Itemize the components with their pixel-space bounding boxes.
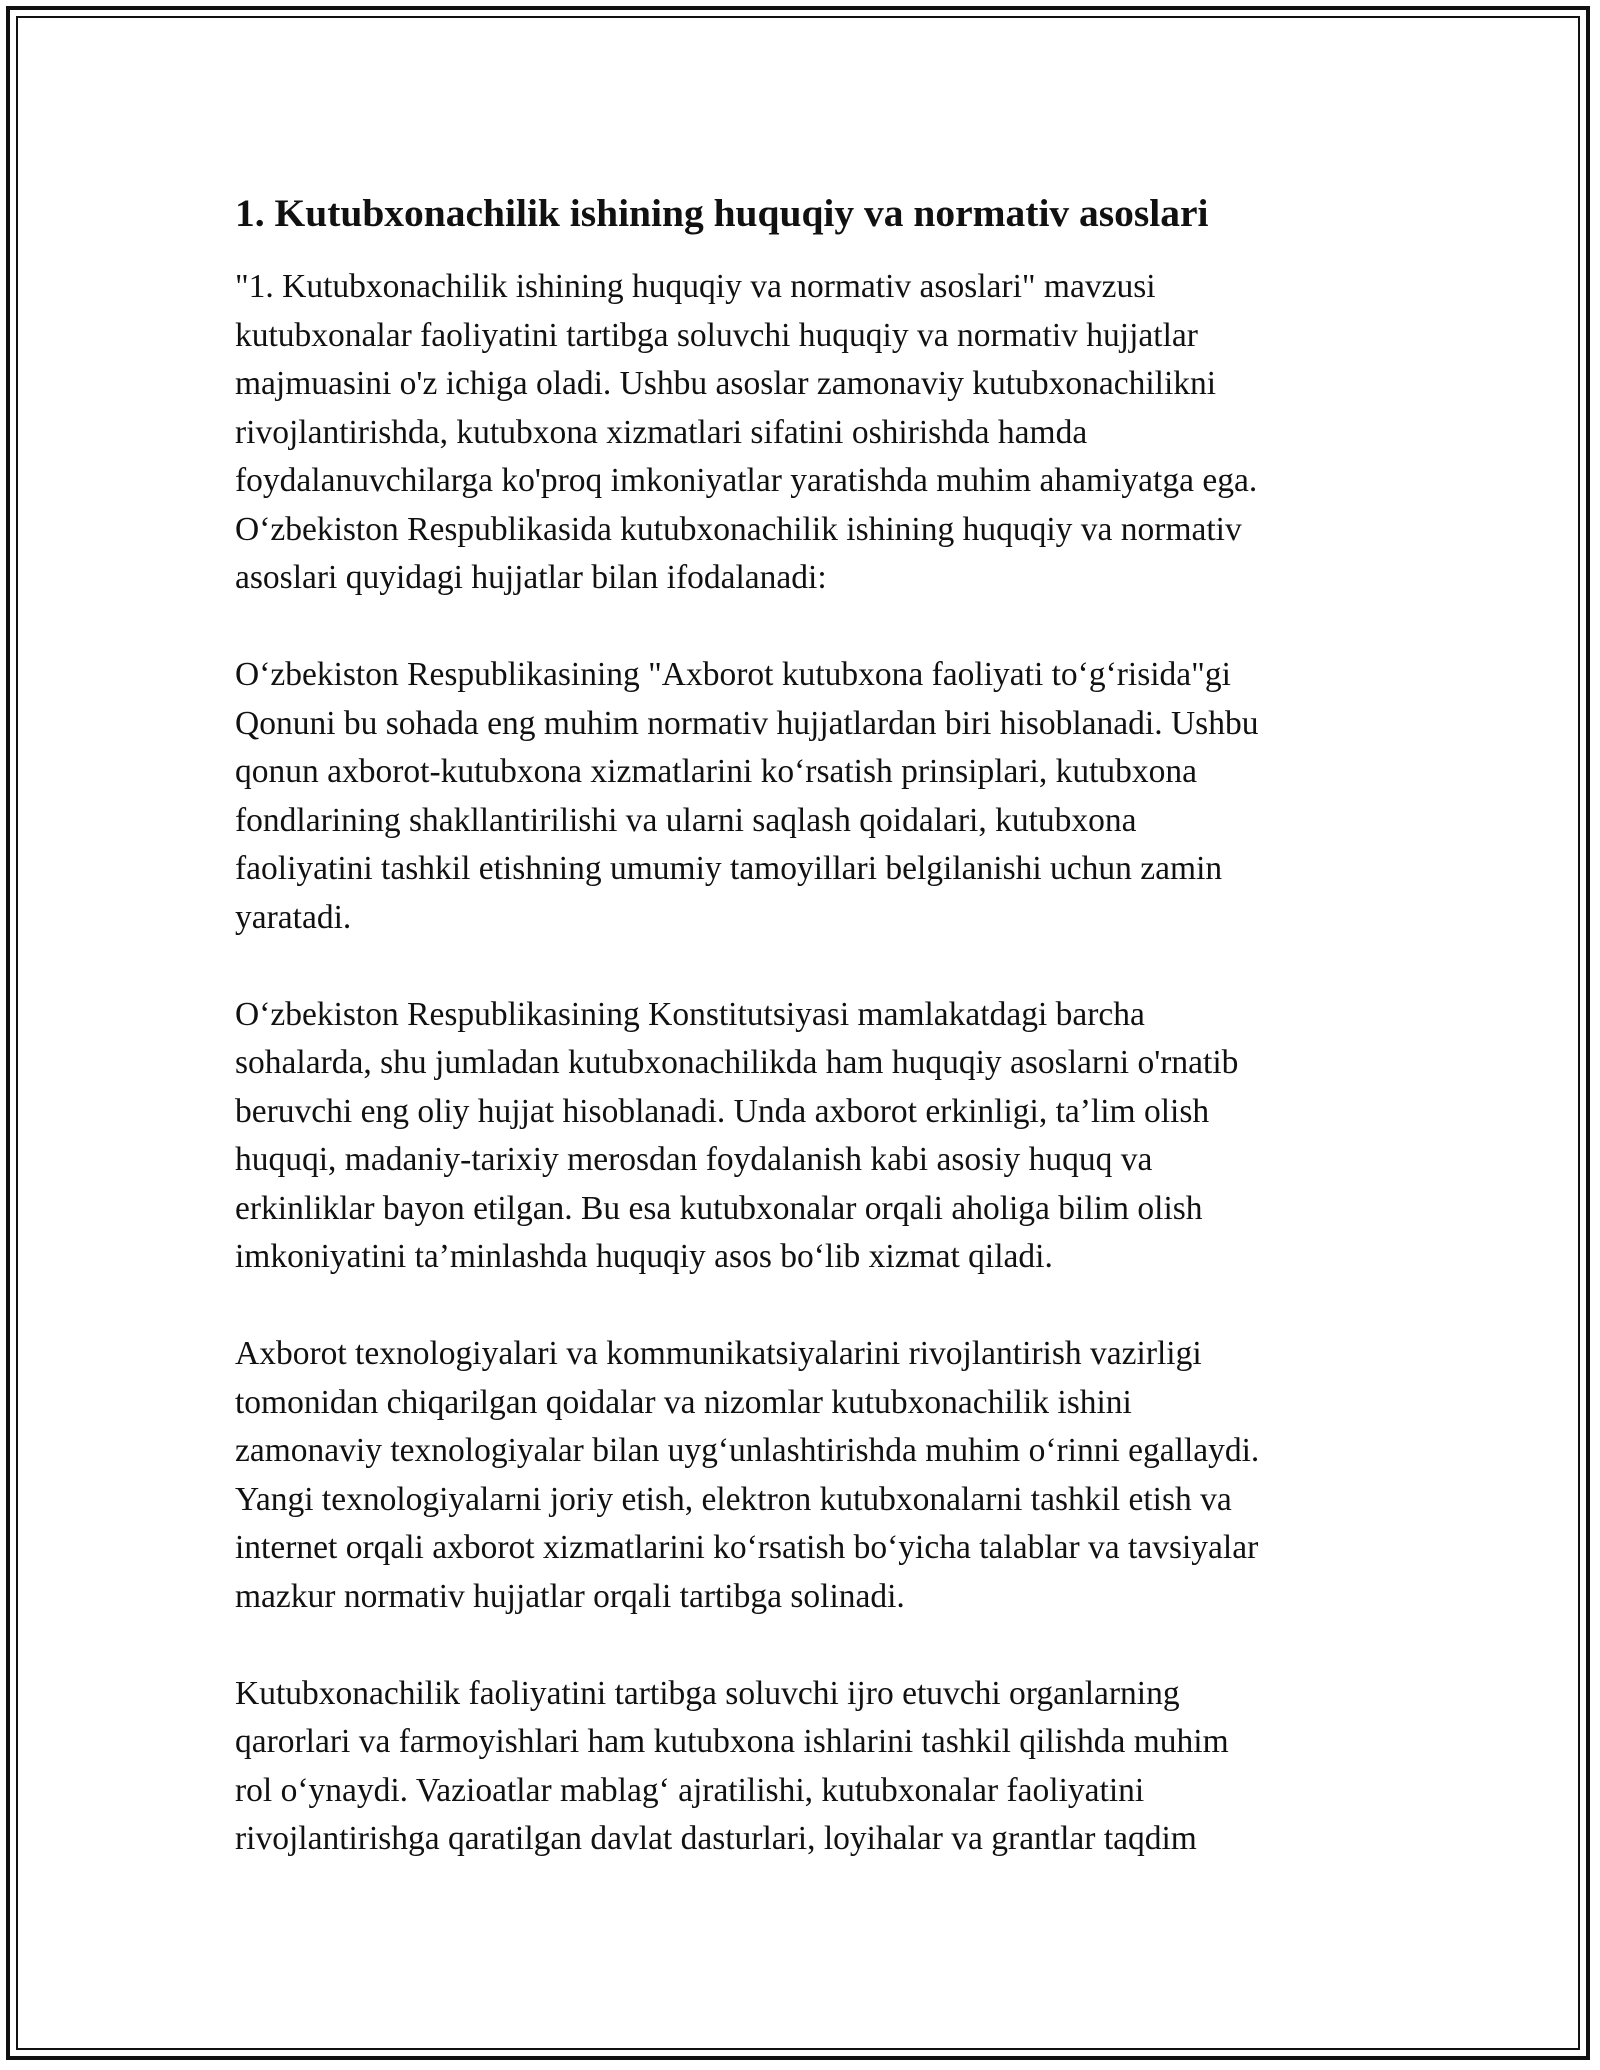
text-line: sohalarda, shu jumladan kutubxonachilikda ham huquqiy asoslarni o'rnatib	[235, 1044, 1239, 1081]
paragraph-ministry	[235, 1330, 1365, 1621]
text-line: Axborot texnologiyalari va kommunikatsiyalarini rivojlantirish vazirligi	[235, 1335, 1202, 1372]
paragraph-executive-bodies	[235, 1670, 1365, 1864]
text-line: Qonuni bu sohada eng muhim normativ hujjatlardan biri hisoblanadi. Ushbu	[235, 704, 1259, 742]
text-line: faoliyatini tashkil etishning umumiy tamoyillari belgilanishi uchun zamin	[235, 850, 1223, 887]
text-line: zamonaviy texnologiyalar bilan uyg‘unlashtirishda muhim o‘rinni egallaydi.	[235, 1432, 1260, 1469]
text-line: qonun axborot-kutubxona xizmatlarini ko‘rsatish prinsiplari, kutubxona	[235, 753, 1198, 790]
text-line: O‘zbekiston Respublikasining Konstitutsiyasi mamlakatdagi barcha	[235, 995, 1145, 1033]
text-line: fondlarining shakllantirilishi va ularni saqlash qoidalari, kutubxona	[235, 801, 1137, 839]
text-line: foydalanuvchilarga ko'proq imkoniyatlar yaratishda muhim ahamiyatga ega.	[235, 462, 1258, 499]
text-line: rivojlantirishga qaratilgan davlat dasturlari, loyihalar va grantlar taqdim	[235, 1820, 1197, 1857]
text-line: tomonidan chiqarilgan qoidalar va nizomlar kutubxonachilik ishini	[235, 1383, 1132, 1421]
text-line: rivojlantirishda, kutubxona xizmatlari sifatini oshirishda hamda	[235, 413, 1088, 451]
text-line: kutubxonalar faoliyatini tartibga soluvchi huquqiy va normativ hujjatlar	[235, 316, 1198, 354]
text-line: O‘zbekiston Respublikasida kutubxonachilik ishining huquqiy va normativ	[235, 510, 1242, 548]
text-line: "1. Kutubxonachilik ishining huquqiy va normativ asoslari" mavzusi	[235, 268, 1156, 305]
text-line: Kutubxonachilik faoliyatini tartibga soluvchi ijro etuvchi organlarning	[235, 1674, 1180, 1712]
text-line: huquqi, madaniy-tarixiy merosdan foydalanish kabi asosiy huquq va	[235, 1141, 1153, 1178]
paragraph-intro	[235, 263, 1365, 603]
text-line: erkinliklar bayon etilgan. Bu esa kutubxonalar orqali aholiga bilim olish	[235, 1189, 1203, 1227]
paragraph-law	[235, 651, 1365, 942]
paragraph-constitution	[235, 991, 1365, 1282]
text-line: yaratadi.	[235, 898, 352, 936]
document-title: 1. Kutubxonachilik ishining huquqiy va normativ asoslari	[235, 191, 1209, 235]
text-line: O‘zbekiston Respublikasining "Axborot kutubxona faoliyati to‘g‘risida"gi	[235, 656, 1231, 693]
text-line: asoslari quyidagi hujjatlar bilan ifodalanadi:	[235, 559, 827, 596]
text-line: imkoniyatini ta’minlashda huquqiy asos bo‘lib xizmat qiladi.	[235, 1238, 1053, 1275]
text-line: beruvchi eng oliy hujjat hisoblanadi. Unda axborot erkinligi, ta’lim olish	[235, 1092, 1210, 1130]
text-line: mazkur normativ hujjatlar orqali tartibga solinadi.	[235, 1577, 905, 1615]
text-line: Yangi texnologiyalarni joriy etish, elektron kutubxonalarni tashkil etish va	[235, 1480, 1232, 1518]
text-line: majmuasini o'z ichiga oladi. Ushbu asoslar zamonaviy kutubxonachilikni	[235, 365, 1217, 402]
text-line: internet orqali axborot xizmatlarini ko‘rsatish bo‘yicha talablar va tavsiyalar	[235, 1529, 1259, 1566]
text-line: qarorlari va farmoyishlari ham kutubxona ishlarini tashkil qilishda muhim	[235, 1723, 1229, 1760]
document-body	[235, 187, 1365, 1912]
text-line: rol o‘ynaydi. Vazioatlar mablag‘ ajratilishi, kutubxonalar faoliyatini	[235, 1771, 1145, 1809]
